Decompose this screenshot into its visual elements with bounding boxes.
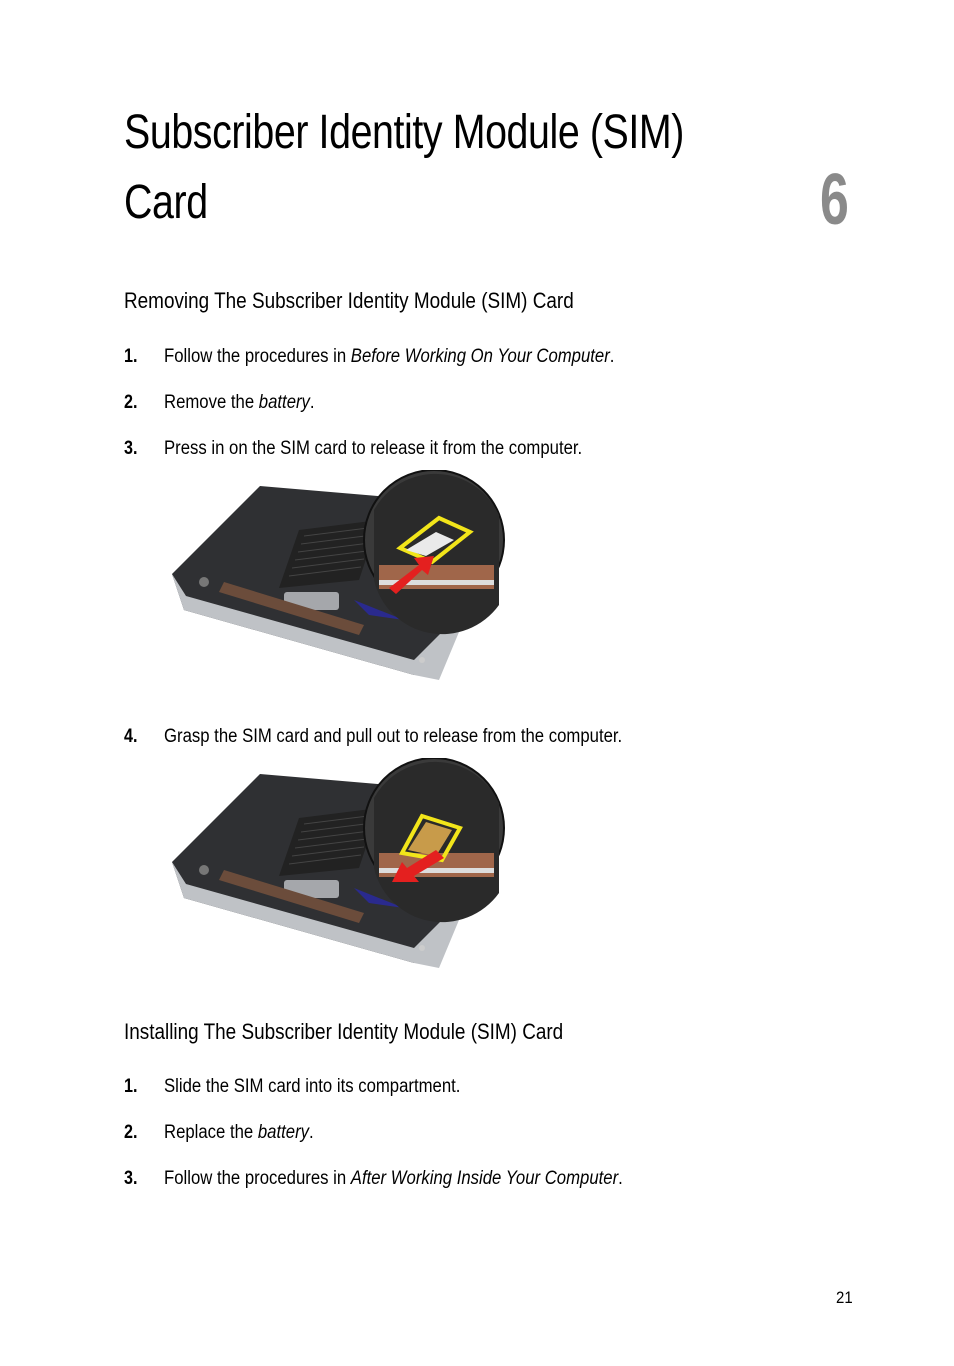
step-text: Replace the battery.	[164, 1122, 314, 1143]
section-heading-removing: Removing The Subscriber Identity Module (SIM) Card	[124, 288, 574, 313]
page-number: 21	[836, 1288, 853, 1307]
step-number: 3.	[124, 1168, 138, 1189]
step-number: 2.	[124, 392, 138, 413]
step-number: 1.	[124, 1076, 138, 1097]
step-text: Remove the battery.	[164, 392, 315, 413]
step-number: 2.	[124, 1122, 138, 1143]
link-before-working[interactable]: Before Working On Your Computer	[350, 346, 610, 367]
section-heading-installing: Installing The Subscriber Identity Module (SIM) Card	[124, 1019, 564, 1044]
step-number: 4.	[124, 726, 138, 747]
step-number: 3.	[124, 438, 138, 459]
sim-press-in-figure	[164, 470, 508, 700]
chapter-number: 6	[820, 160, 849, 240]
link-battery[interactable]: battery	[258, 392, 310, 413]
step-number: 1.	[124, 346, 138, 367]
step-text: Slide the SIM card into its compartment.	[164, 1076, 461, 1097]
link-after-working[interactable]: After Working Inside Your Computer	[350, 1168, 619, 1189]
sim-pull-out-figure	[164, 758, 508, 988]
step-text: Follow the procedures in After Working Inside Your Computer.	[164, 1168, 623, 1189]
step-text: Press in on the SIM card to release it from the computer.	[164, 438, 583, 459]
link-battery[interactable]: battery	[257, 1122, 310, 1143]
chapter-title: Subscriber Identity Module (SIM) Card	[124, 106, 685, 229]
step-text: Follow the procedures in Before Working On Your Computer.	[164, 346, 615, 367]
step-text: Grasp the SIM card and pull out to release from the computer.	[164, 726, 623, 747]
